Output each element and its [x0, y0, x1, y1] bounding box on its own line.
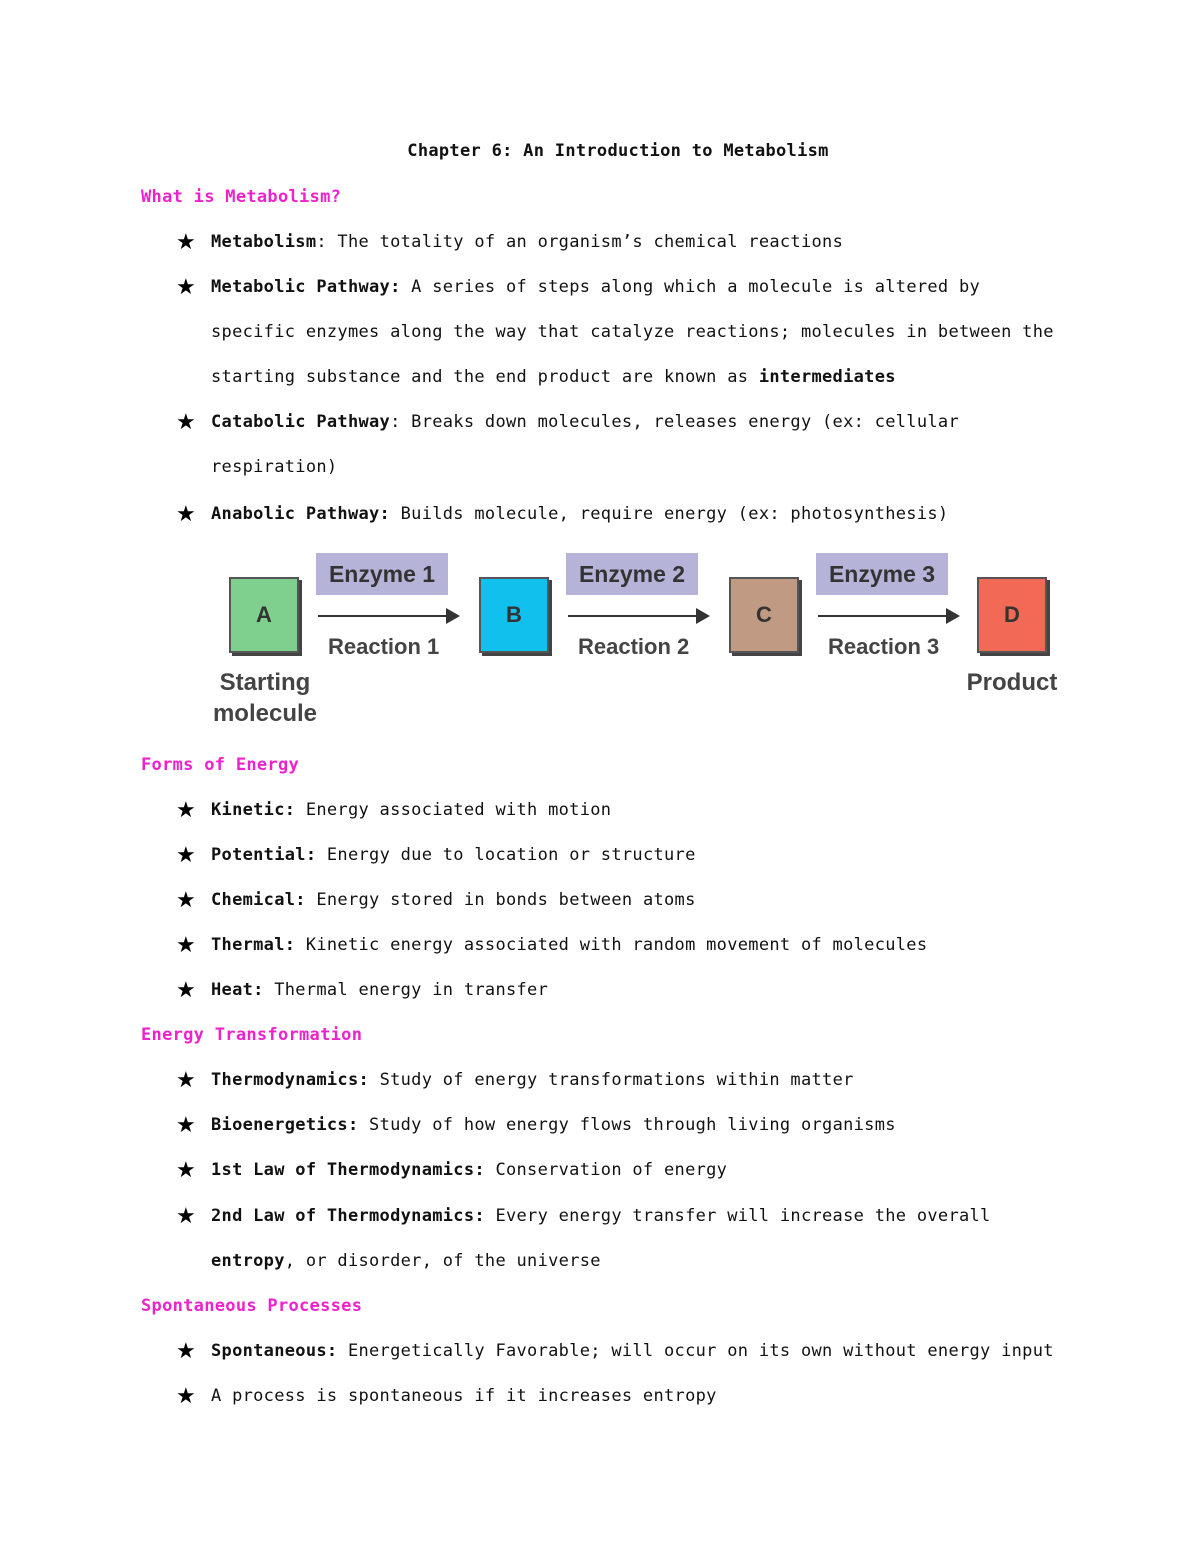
heading-energy-transformation: Energy Transformation [141, 1025, 363, 1045]
star-bullet-icon: ★ [176, 275, 196, 300]
reaction-label-3: Reaction 3 [828, 634, 940, 659]
term: Kinetic: [211, 800, 296, 820]
bullet-spontaneous [211, 1341, 1054, 1361]
star-bullet-icon: ★ [176, 1204, 196, 1229]
term: Anabolic Pathway: [211, 504, 391, 524]
star-bullet-icon: ★ [176, 933, 196, 958]
term: Thermodynamics: [211, 1070, 370, 1090]
heading-metabolism: What is Metabolism? [141, 187, 342, 207]
bullet-continuation [211, 367, 896, 387]
bullet-bioenergetics [211, 1115, 896, 1135]
reaction-label-2: Reaction 2 [578, 634, 690, 659]
definition: Energy stored in bonds between atoms [305, 890, 696, 910]
star-bullet-icon: ★ [176, 1068, 196, 1093]
bullet-continuation: specific enzymes along the way that catalyze reactions; molecules in between the [211, 322, 1054, 342]
reaction-arrow-3 [818, 615, 946, 617]
term: Heat: [211, 980, 264, 1000]
definition: Study of energy transformations within matter [369, 1070, 854, 1090]
bullet-catabolic-pathway [211, 412, 959, 432]
star-bullet-icon: ★ [176, 1113, 196, 1138]
bullet-potential [211, 845, 696, 865]
bullet-continuation: respiration) [211, 457, 338, 477]
enzyme-label-2: Enzyme 2 [566, 553, 698, 595]
bullet-heat [211, 980, 548, 1000]
molecule-box-a: A [229, 577, 299, 653]
bullet-metabolism [211, 232, 843, 252]
enzyme-label-3: Enzyme 3 [816, 553, 948, 595]
molecule-box-c: C [729, 577, 799, 653]
term: Catabolic Pathway [211, 412, 391, 432]
product-caption: Product [966, 669, 1058, 696]
bullet-thermodynamics [211, 1070, 854, 1090]
definition: Every energy transfer will increase the overall [484, 1206, 991, 1226]
star-bullet-icon: ★ [176, 978, 196, 1003]
definition: starting substance and the end product are known as [211, 367, 759, 387]
star-bullet-icon: ★ [176, 798, 196, 823]
bullet-entropy: A process is spontaneous if it increases entropy [211, 1386, 717, 1406]
star-bullet-icon: ★ [176, 1158, 196, 1183]
term: 2nd Law of Thermodynamics: [211, 1206, 485, 1226]
caption-line: molecule [212, 700, 318, 727]
term: Spontaneous: [211, 1341, 338, 1361]
reaction-arrow-1 [318, 615, 446, 617]
caption-line: Starting [219, 669, 311, 696]
star-bullet-icon: ★ [176, 1339, 196, 1364]
term: Metabolic Pathway: [211, 277, 401, 297]
definition: Builds molecule, require energy (ex: photosynthesis) [390, 504, 949, 524]
term: Potential: [211, 845, 317, 865]
term: Thermal: [211, 935, 296, 955]
reaction-arrow-2 [568, 615, 696, 617]
star-bullet-icon: ★ [176, 1384, 196, 1409]
definition: Kinetic energy associated with random movement of molecules [295, 935, 928, 955]
star-bullet-icon: ★ [176, 230, 196, 255]
bullet-continuation [211, 1251, 601, 1271]
definition: Thermal energy in transfer [263, 980, 549, 1000]
molecule-box-d: D [977, 577, 1047, 653]
definition: A series of steps along which a molecule is altered by [400, 277, 981, 297]
heading-spontaneous-processes: Spontaneous Processes [141, 1296, 363, 1316]
bullet-second-law [211, 1206, 991, 1226]
bullet-metabolic-pathway [211, 277, 980, 297]
emphasis: entropy [211, 1251, 285, 1271]
definition: Energetically Favorable; will occur on its own without energy input [337, 1341, 1054, 1361]
term: Chemical: [211, 890, 306, 910]
star-bullet-icon: ★ [176, 843, 196, 868]
enzyme-label-1: Enzyme 1 [316, 553, 448, 595]
bullet-anabolic-pathway [211, 504, 948, 524]
page-title: Chapter 6: An Introduction to Metabolism [407, 141, 829, 161]
star-bullet-icon: ★ [176, 888, 196, 913]
definition: Conservation of energy [484, 1160, 728, 1180]
definition: Study of how energy flows through living organisms [358, 1115, 896, 1135]
star-bullet-icon: ★ [176, 502, 196, 527]
emphasis: intermediates [758, 367, 896, 387]
term: Metabolism [211, 232, 317, 252]
heading-forms-of-energy: Forms of Energy [141, 755, 300, 775]
bullet-kinetic [211, 800, 611, 820]
reaction-label-1: Reaction 1 [328, 634, 440, 659]
definition: Energy associated with motion [295, 800, 612, 820]
starting-molecule-caption [205, 667, 325, 729]
term: Bioenergetics: [211, 1115, 359, 1135]
bullet-first-law [211, 1160, 727, 1180]
star-bullet-icon: ★ [176, 410, 196, 435]
bullet-thermal [211, 935, 927, 955]
definition: , or disorder, of the universe [284, 1251, 601, 1271]
definition: : Breaks down molecules, releases energy (ex: cellular [390, 412, 959, 432]
term: 1st Law of Thermodynamics: [211, 1160, 485, 1180]
definition: Energy due to location or structure [316, 845, 696, 865]
bullet-chemical [211, 890, 696, 910]
molecule-box-b: B [479, 577, 549, 653]
definition: : The totality of an organism’s chemical reactions [316, 232, 844, 252]
